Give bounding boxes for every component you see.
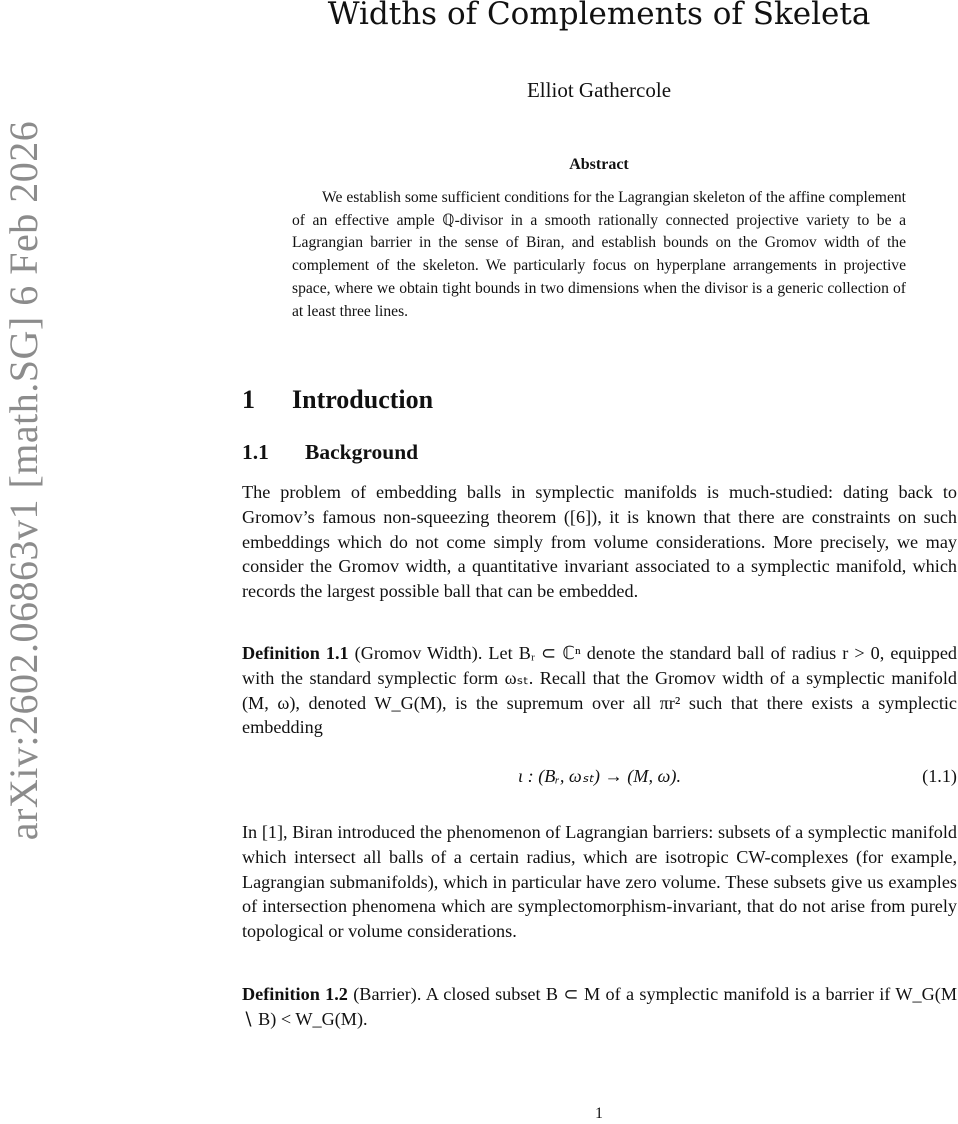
abstract-text: We establish some sufficient conditions for the Lagrangian skeleton of the affine complement of an effective ample ℚ-divisor in a smooth rationally connected projective variety to be a Lagrangian barrier in the sense of Biran, and establish bounds on the Gromov width of the complement of the skeleton. We particularly focus on hyperplane arrangements in projective space, where we obtain tight bounds in two dimensions when the divisor is a generic collection of at least three lines. <box>292 189 906 320</box>
subsection-heading <box>242 437 418 467</box>
definition-label: Definition 1.1 <box>242 643 349 663</box>
definition-text: Let Bᵣ ⊂ ℂⁿ denote the standard ball of radius r > 0, equipped with the standard symplectic form ωₛₜ. Recall that the Gromov width of a symplectic manifold (M, ω), denoted W_G(M), is the supremum over all πr² such that there exists a symplectic embedding <box>242 643 958 738</box>
definition-label: Definition 1.2 <box>242 984 348 1004</box>
section-title: Introduction <box>292 385 434 414</box>
definition-1-2 <box>242 982 957 1032</box>
background-paragraph: The problem of embedding balls in symplectic manifolds is much-studied: dating back to Gromov’s famous non-squeezing theorem ([6]), it is known that there are constraints on such embeddings which do not come simply from volume considerations. More precisely, we may consider the Gromov width, a quantitative invariant associated to a symplectic manifold, which records the largest possible ball that can be embedded. <box>242 482 957 602</box>
equation-1-1 <box>242 762 957 790</box>
definition-name: (Gromov Width). <box>354 643 483 663</box>
subsection-number: 1.1 <box>242 440 269 464</box>
section-number: 1 <box>242 385 255 414</box>
page-number: 1 <box>595 1105 603 1122</box>
definition-name: (Barrier). <box>353 984 422 1004</box>
biran-paragraph: In [1], Biran introduced the phenomenon of Lagrangian barriers: subsets of a symplectic manifold which intersect all balls of a certain radius, which are isotropic CW-complexes (for example, Lagrangian submanifolds), which in particular have zero volume. These subsets give us examples of intersection phenomena which are symplectomorphism-invariant, that do not arise from purely topological or volume considerations. <box>242 822 957 942</box>
abstract-heading: Abstract <box>569 156 629 173</box>
arxiv-stamp <box>0 95 48 865</box>
definition-1-1 <box>242 641 957 740</box>
arxiv-identifier[interactable]: arXiv:2602.06863v1 [math.SG] 6 Feb 2026 <box>1 120 47 840</box>
section-heading <box>242 382 433 418</box>
definition-text: A closed subset B ⊂ M of a symplectic manifold is a barrier if W_G(M ∖ B) < W_G(M). <box>242 984 958 1029</box>
paper-title: Widths of Complements of Skeleta <box>327 0 871 32</box>
equation-number: (1.1) <box>922 766 957 786</box>
subsection-title: Background <box>305 440 419 464</box>
author-name: Elliot Gathercole <box>526 78 672 102</box>
equation-body: ι : (Bᵣ, ωₛₜ) → (M, ω). <box>517 766 681 786</box>
